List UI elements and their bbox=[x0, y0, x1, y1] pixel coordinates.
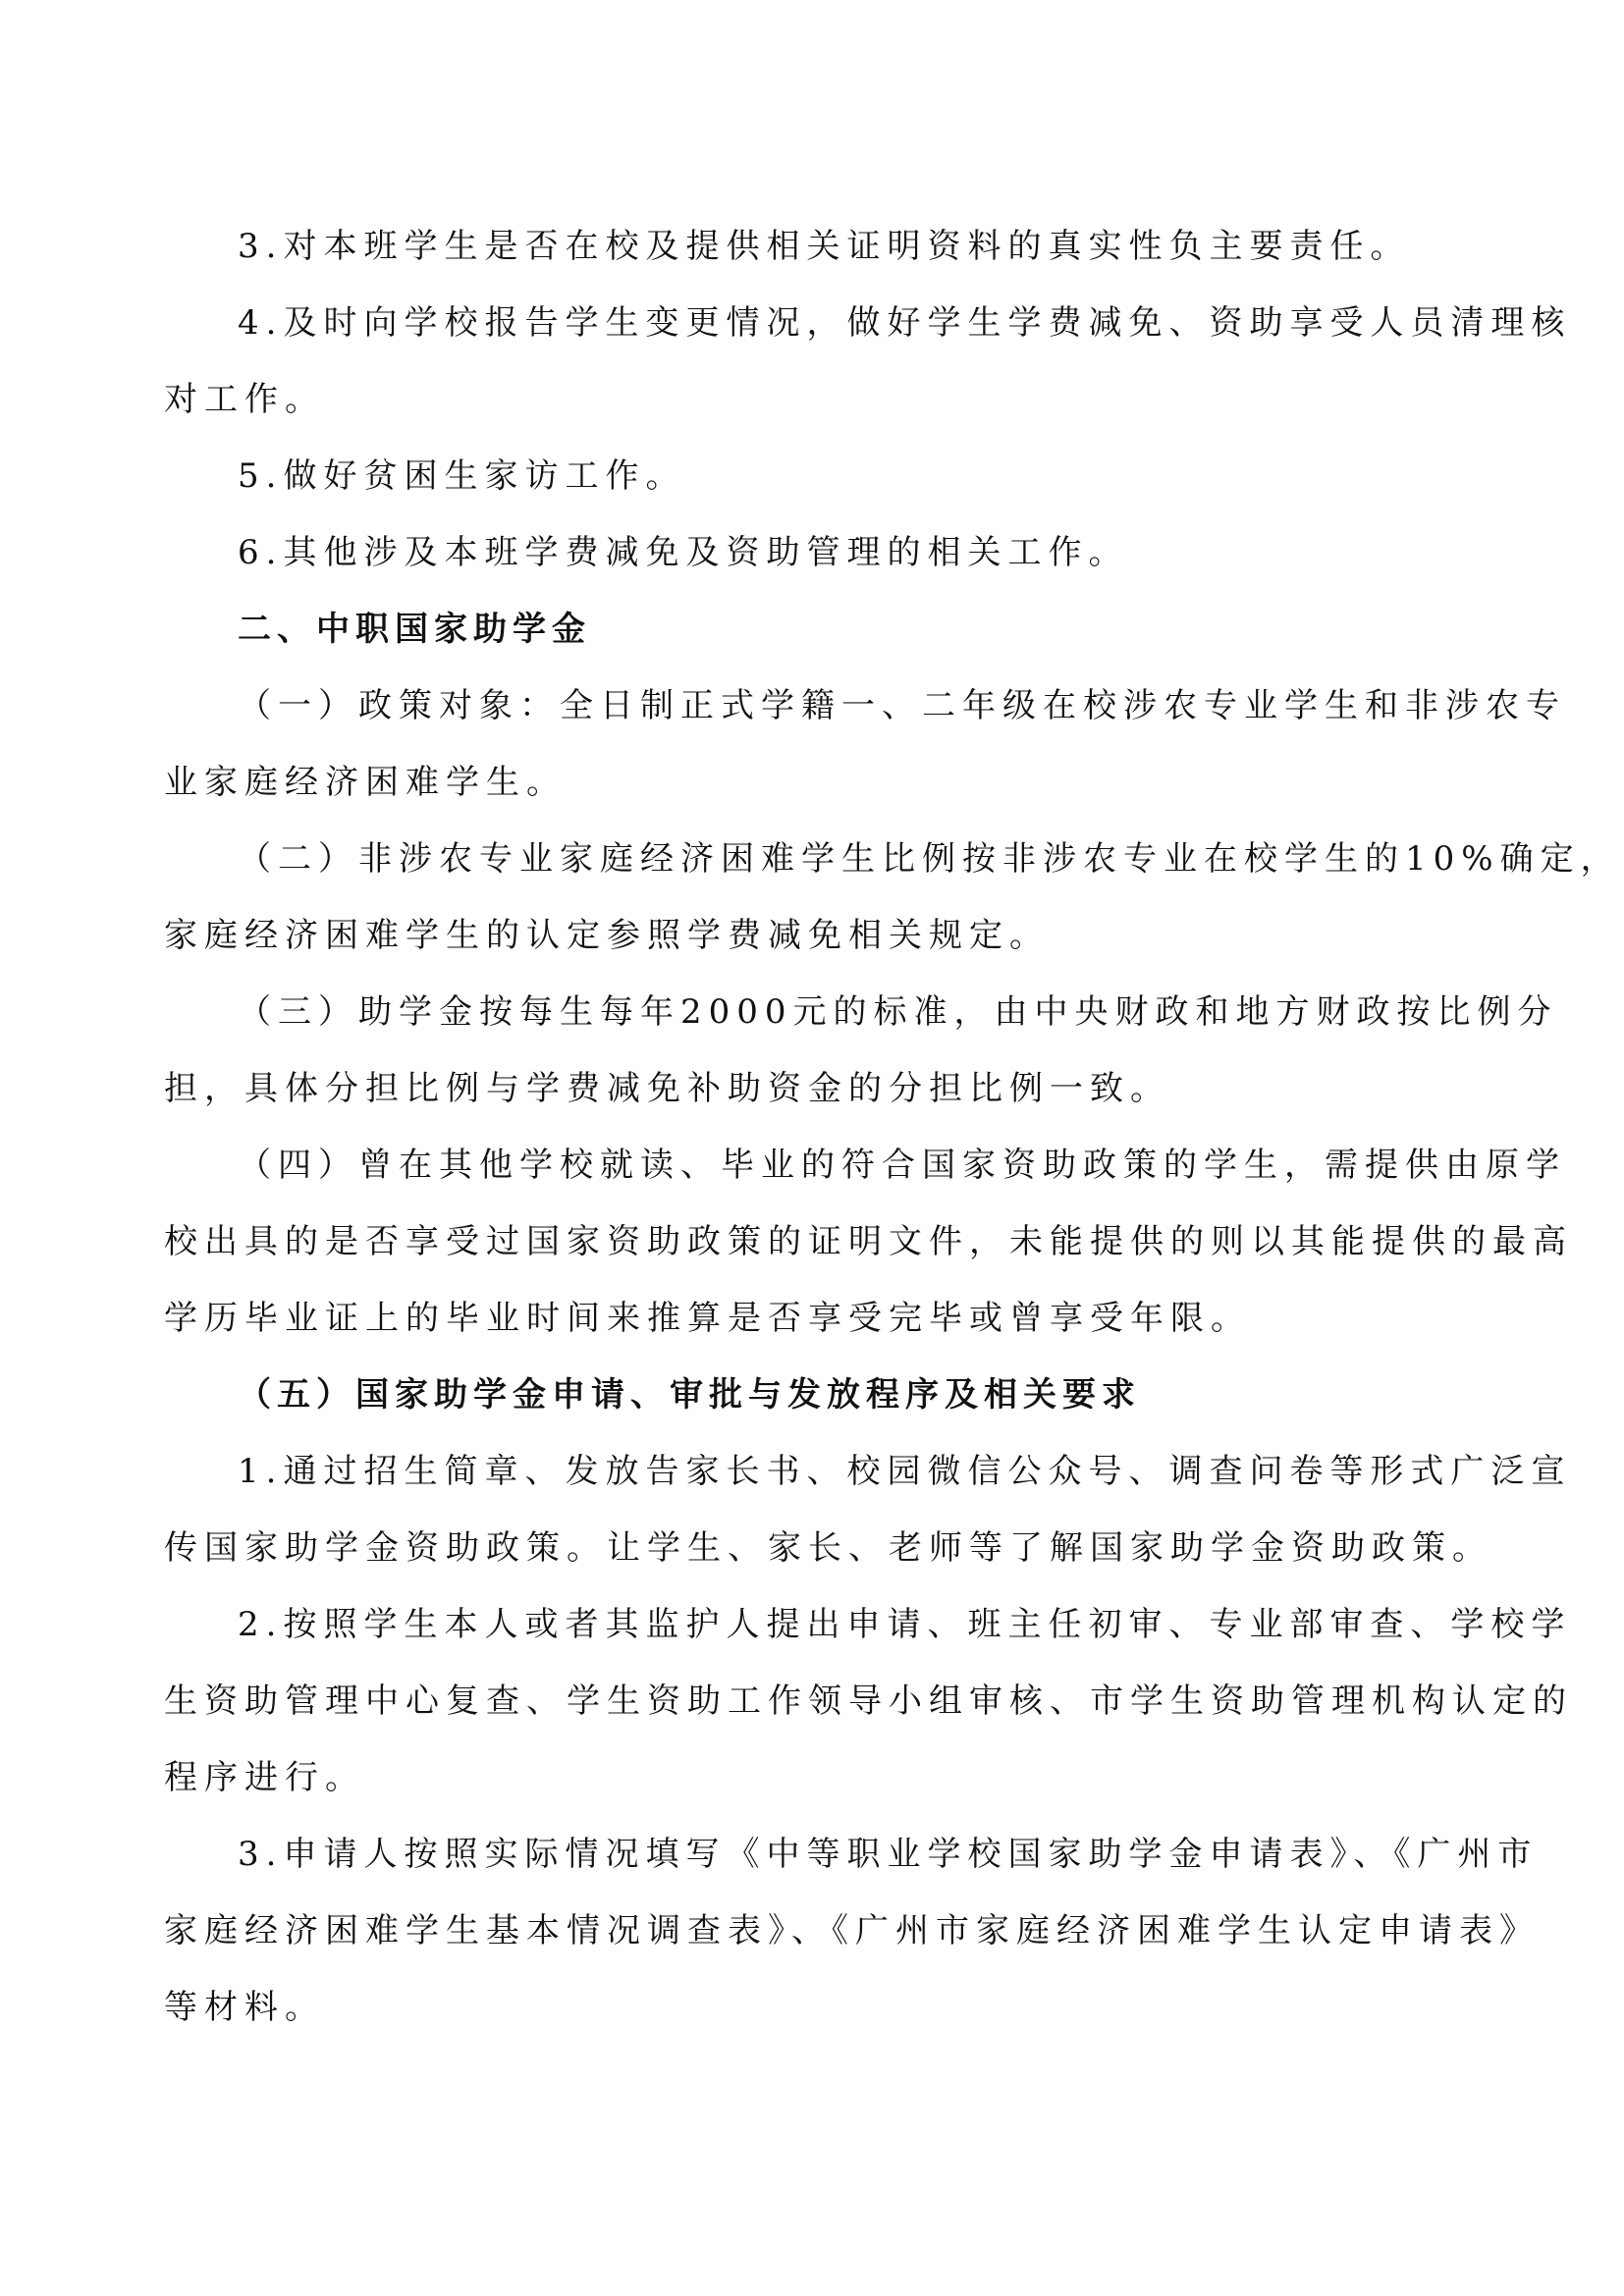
procedure-2-continuation-b: 程序进行。 bbox=[164, 1758, 365, 1797]
item-6-other-work: 6.其他涉及本班学费减免及资助管理的相关工作。 bbox=[238, 533, 1129, 572]
item-3-responsibility: 3.对本班学生是否在校及提供相关证明资料的真实性负主要责任。 bbox=[238, 227, 1411, 266]
clause-1-policy-target: （一）政策对象：全日制正式学籍一、二年级在校涉农专业学生和非涉农专 bbox=[238, 686, 1566, 725]
clause-4-transfer-students: （四）曾在其他学校就读、毕业的符合国家资助政策的学生，需提供由原学 bbox=[238, 1146, 1566, 1185]
clause-4-continuation-a: 校出具的是否享受过国家资助政策的证明文件，未能提供的则以其能提供的最高 bbox=[164, 1222, 1573, 1261]
procedure-3-continuation-b: 等材料。 bbox=[164, 1988, 325, 2027]
clause-3-continuation: 担，具体分担比例与学费减免补助资金的分担比例一致。 bbox=[164, 1069, 1170, 1108]
procedure-2-review-steps: 2.按照学生本人或者其监护人提出申请、班主任初审、专业部审查、学校学 bbox=[238, 1605, 1572, 1644]
clause-2-ratio: （二）非涉农专业家庭经济困难学生比例按非涉农专业在校学生的10%确定， bbox=[238, 839, 1621, 879]
clause-5-heading: （五）国家助学金申请、审批与发放程序及相关要求 bbox=[238, 1375, 1141, 1415]
procedure-2-continuation-a: 生资助管理中心复查、学生资助工作领导小组审核、市学生资助管理机构认定的 bbox=[164, 1682, 1573, 1721]
item-4-report-changes: 4.及时向学校报告学生变更情况，做好学生学费减免、资助享受人员清理核 bbox=[238, 303, 1572, 343]
clause-2-continuation: 家庭经济困难学生的认定参照学费减免相关规定。 bbox=[164, 916, 1050, 955]
section-heading-national-grant: 二、中职国家助学金 bbox=[238, 610, 591, 649]
procedure-1-publicity: 1.通过招生简章、发放告家长书、校园微信公众号、调查问卷等形式广泛宣 bbox=[238, 1452, 1572, 1491]
clause-1-continuation: 业家庭经济困难学生。 bbox=[164, 763, 567, 802]
clause-4-continuation-b: 学历毕业证上的毕业时间来推算是否享受完毕或曾享受年限。 bbox=[164, 1299, 1251, 1338]
procedure-3-continuation-a: 家庭经济困难学生基本情况调查表》、《广州市家庭经济困难学生认定申请表》 bbox=[164, 1911, 1540, 1950]
item-4-continuation: 对工作。 bbox=[164, 380, 325, 419]
clause-3-standard: （三）助学金按每生每年2000元的标准，由中央财政和地方财政按比例分 bbox=[238, 992, 1558, 1032]
procedure-1-continuation: 传国家助学金资助政策。让学生、家长、老师等了解国家助学金资助政策。 bbox=[164, 1528, 1492, 1568]
item-5-home-visit: 5.做好贫困生家访工作。 bbox=[238, 456, 686, 496]
procedure-3-forms: 3.申请人按照实际情况填写《中等职业学校国家助学金申请表》、《广州市 bbox=[238, 1835, 1539, 1874]
